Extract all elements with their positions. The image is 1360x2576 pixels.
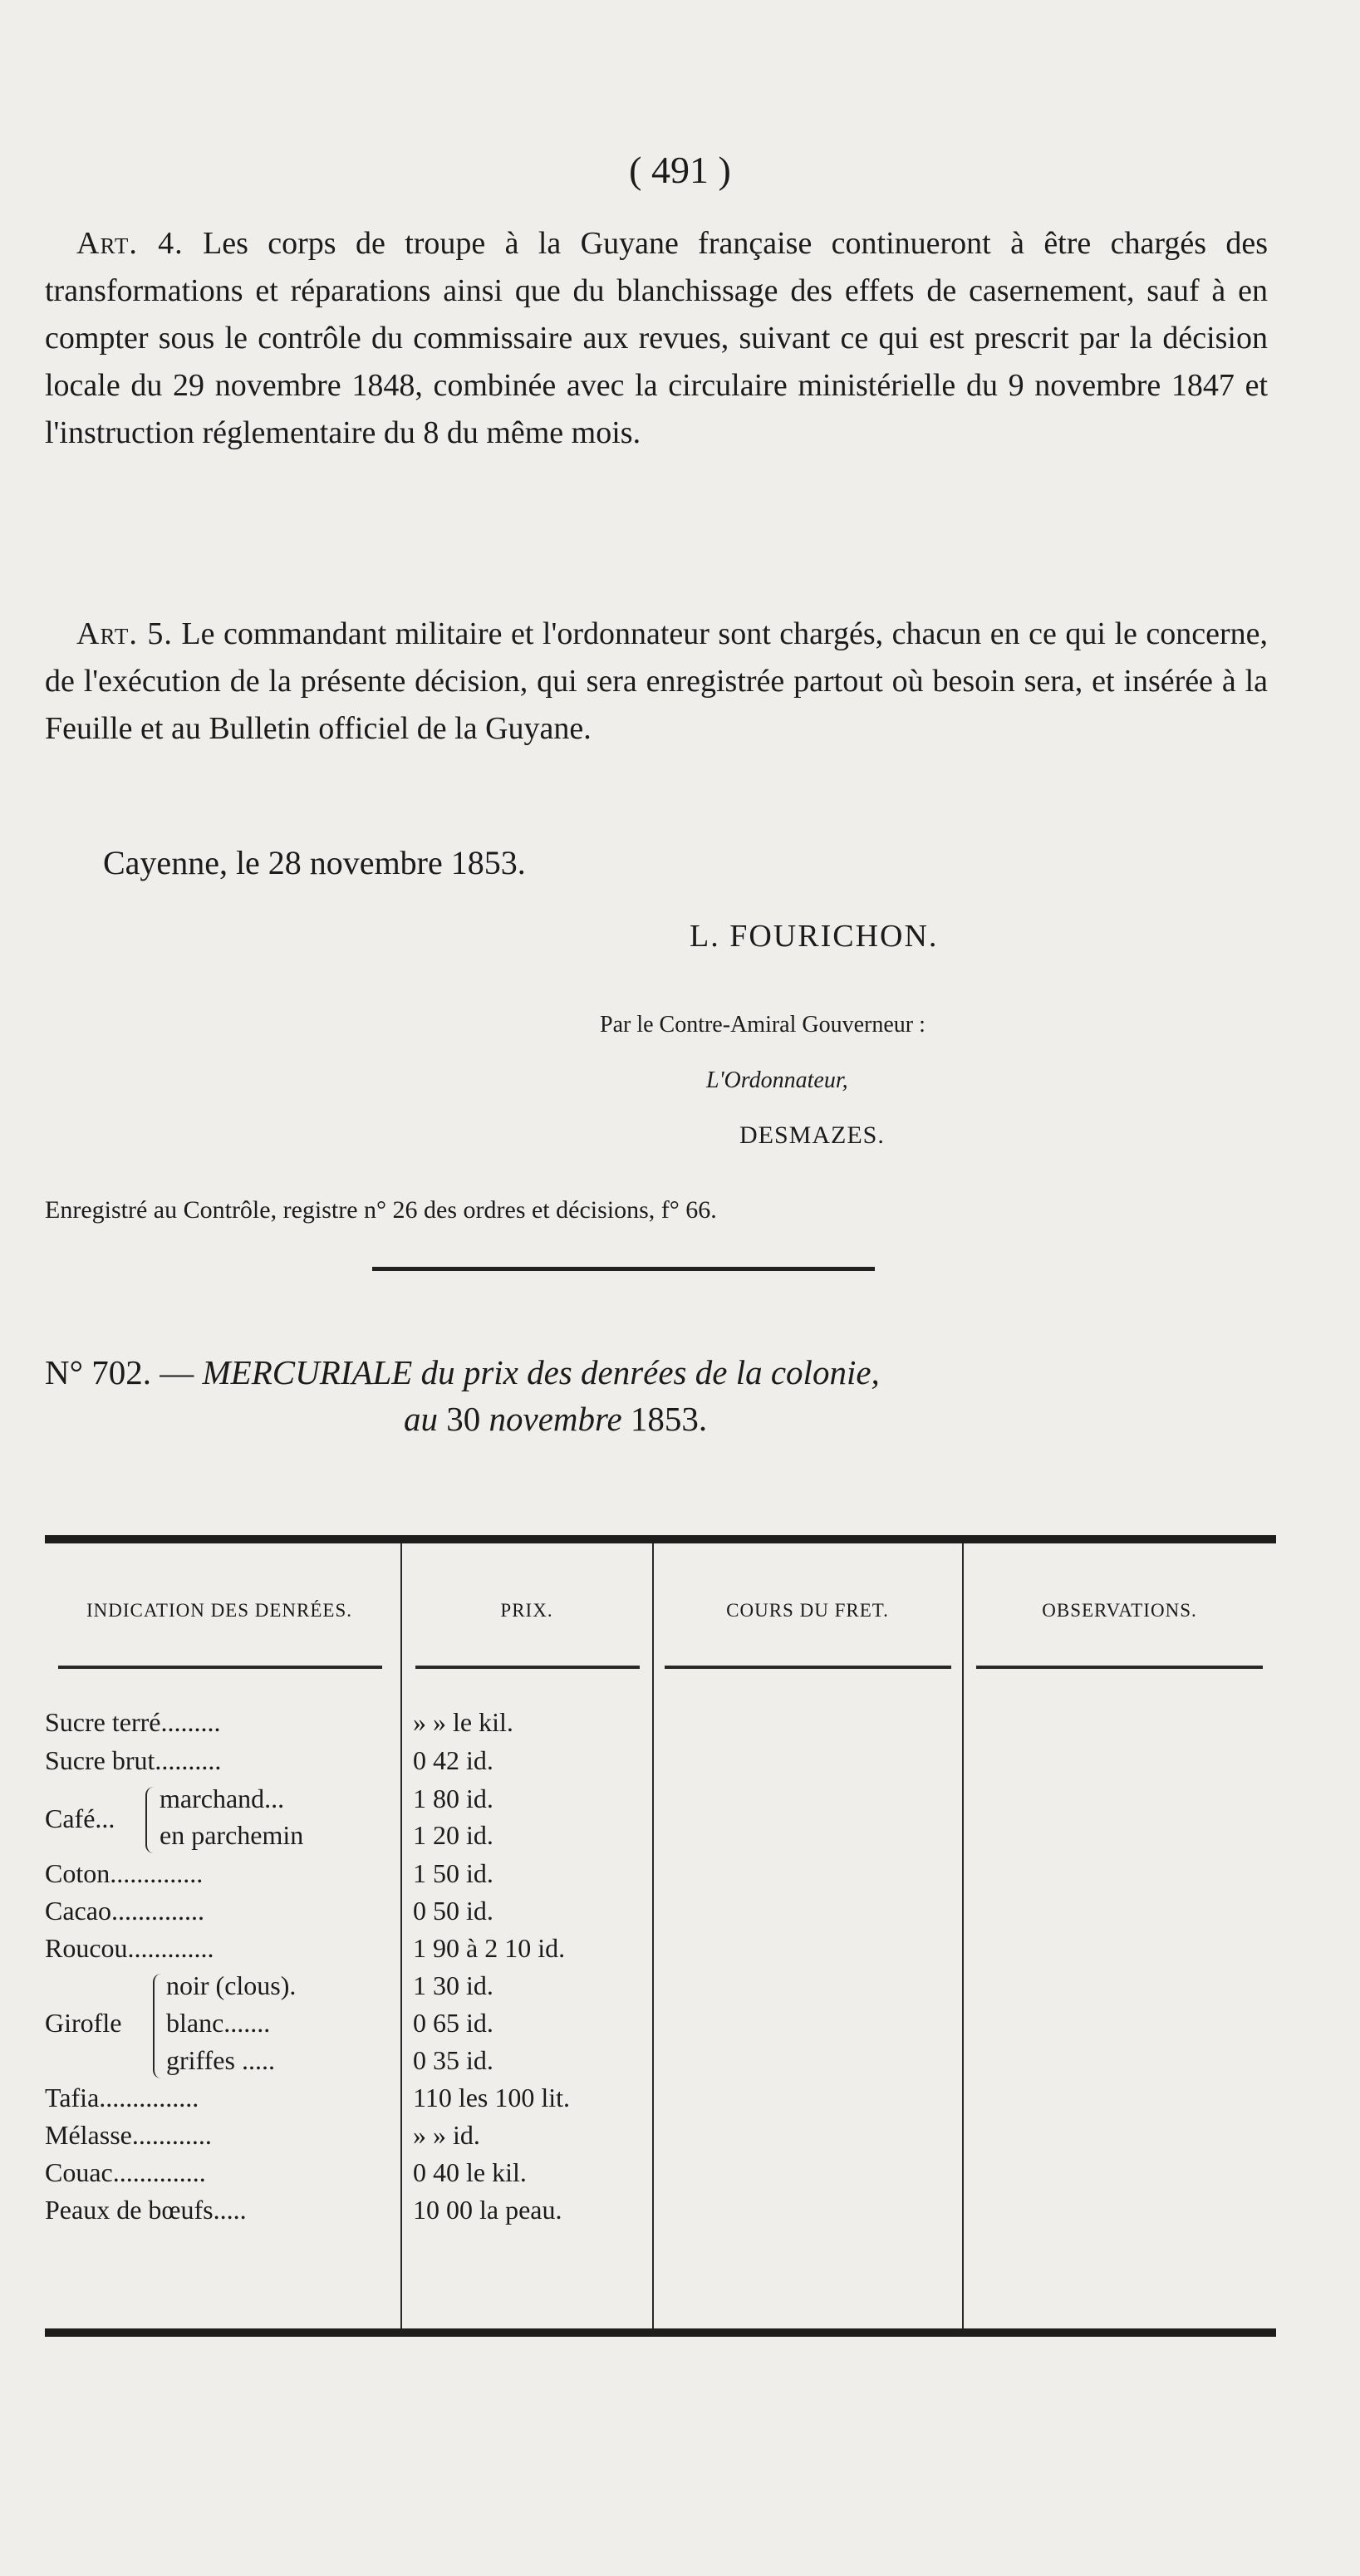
table-row bbox=[0, 2195, 1360, 2228]
section-subtitle: du prix des denrées de la colonie, bbox=[420, 1353, 880, 1391]
item-name: griffes ..... bbox=[166, 2045, 275, 2075]
item-name: Coton.............. bbox=[45, 1858, 204, 1888]
article-5 bbox=[45, 611, 1268, 753]
item-price: 10 00 la peau. bbox=[413, 2195, 562, 2225]
item-price: 0 42 id. bbox=[413, 1745, 493, 1775]
item-price: 0 50 id. bbox=[413, 1896, 493, 1926]
item-name: Sucre brut.......... bbox=[45, 1745, 222, 1775]
table-row bbox=[0, 1707, 1360, 1740]
item-name: Cacao.............. bbox=[45, 1896, 204, 1926]
article-label: Art. 4. bbox=[76, 226, 184, 261]
header-prix: PRIX. bbox=[500, 1600, 553, 1621]
place-date: Cayenne, le 28 novembre 1853. bbox=[103, 844, 526, 881]
table-row bbox=[0, 2157, 1360, 2191]
section-title: MERCURIALE bbox=[202, 1353, 413, 1391]
girofle-group bbox=[0, 1970, 1360, 2083]
item-name: Peaux de bœufs..... bbox=[45, 2195, 247, 2225]
item-name: Tafia............... bbox=[45, 2083, 199, 2112]
item-price: » » le kil. bbox=[413, 1707, 513, 1737]
header-rule bbox=[665, 1666, 951, 1669]
signature-role: L'Ordonnateur, bbox=[706, 1067, 848, 1093]
table-top-rule bbox=[45, 1535, 1276, 1543]
registration-note: Enregistré au Contrôle, registre n° 26 des ordres et décisions, f° 66. bbox=[45, 1196, 717, 1224]
item-price: » » id. bbox=[413, 2120, 480, 2150]
item-name: marchand... bbox=[160, 1784, 285, 1813]
header-rule bbox=[976, 1666, 1263, 1669]
signature-name: L. FOURICHON. bbox=[690, 919, 939, 954]
item-price: 1 50 id. bbox=[413, 1858, 493, 1888]
signature-by: Par le Contre-Amiral Gouverneur : bbox=[600, 1012, 925, 1038]
header-indication: INDICATION DES DENRÉES. bbox=[86, 1600, 353, 1621]
article-text: Les corps de troupe à la Guyane française continueront à être chargés des transformations et réparations ainsi que du blanchissage des effets de casernement, sauf à en compter sous le contrôle du commissaire aux revues, suivant ce qui est prescrit par la décision locale du 29 novembre 1848, combinée avec la circulaire ministérielle du 9 novembre 1847 et l'instruction réglementaire du 8 du même mois. bbox=[45, 226, 1268, 450]
table-row bbox=[0, 1933, 1360, 1966]
section-date-line: au 30 novembre 1853. bbox=[404, 1400, 708, 1438]
item-name: blanc....... bbox=[166, 2008, 271, 2038]
page-number: ( 491 ) bbox=[629, 149, 731, 191]
table-row bbox=[0, 1745, 1360, 1779]
table-row bbox=[0, 1896, 1360, 1929]
item-name: Mélasse............ bbox=[45, 2120, 212, 2150]
table-row bbox=[0, 2083, 1360, 2116]
item-name: Roucou............. bbox=[45, 1933, 214, 1963]
brace bbox=[145, 1787, 155, 1853]
article-label: Art. 5. bbox=[76, 616, 173, 651]
item-price: 1 80 id. bbox=[413, 1784, 493, 1813]
header-observations: OBSERVATIONS. bbox=[1042, 1600, 1197, 1621]
item-name: en parchemin bbox=[160, 1820, 304, 1850]
header-fret: COURS DU FRET. bbox=[726, 1600, 889, 1621]
cafe-group bbox=[0, 1784, 1360, 1860]
item-name: Couac.............. bbox=[45, 2157, 206, 2187]
item-price: 0 35 id. bbox=[413, 2045, 493, 2075]
item-name: noir (clous). bbox=[166, 1970, 297, 2000]
group-label: Girofle bbox=[45, 2008, 122, 2038]
table-row bbox=[0, 2120, 1360, 2153]
signature-ordonnateur: DESMAZES. bbox=[739, 1121, 885, 1149]
item-price: 110 les 100 lit. bbox=[413, 2083, 571, 2112]
table-row bbox=[0, 1858, 1360, 1892]
item-price: 0 40 le kil. bbox=[413, 2157, 527, 2187]
table-bottom-rule bbox=[45, 2328, 1276, 2337]
section-number: N° 702. — bbox=[45, 1353, 194, 1391]
item-price: 1 90 à 2 10 id. bbox=[413, 1933, 566, 1963]
section-divider bbox=[372, 1267, 875, 1271]
header-rule bbox=[58, 1666, 382, 1669]
header-rule bbox=[415, 1666, 640, 1669]
item-price: 0 65 id. bbox=[413, 2008, 493, 2038]
article-text: Le commandant militaire et l'ordonnateur sont chargés, chacun en ce qui le concerne, de l'exécution de la présente décision, qui sera enregistrée partout où besoin sera, et insérée à la Feuille et au Bulletin officiel de la Guyane. bbox=[45, 616, 1269, 746]
brace bbox=[153, 1974, 163, 2078]
item-price: 1 30 id. bbox=[413, 1970, 493, 2000]
item-name: Sucre terré......... bbox=[45, 1707, 221, 1737]
article-4 bbox=[45, 220, 1268, 457]
section-heading bbox=[45, 1350, 1274, 1438]
group-label: Café... bbox=[45, 1803, 115, 1833]
item-price: 1 20 id. bbox=[413, 1820, 493, 1850]
